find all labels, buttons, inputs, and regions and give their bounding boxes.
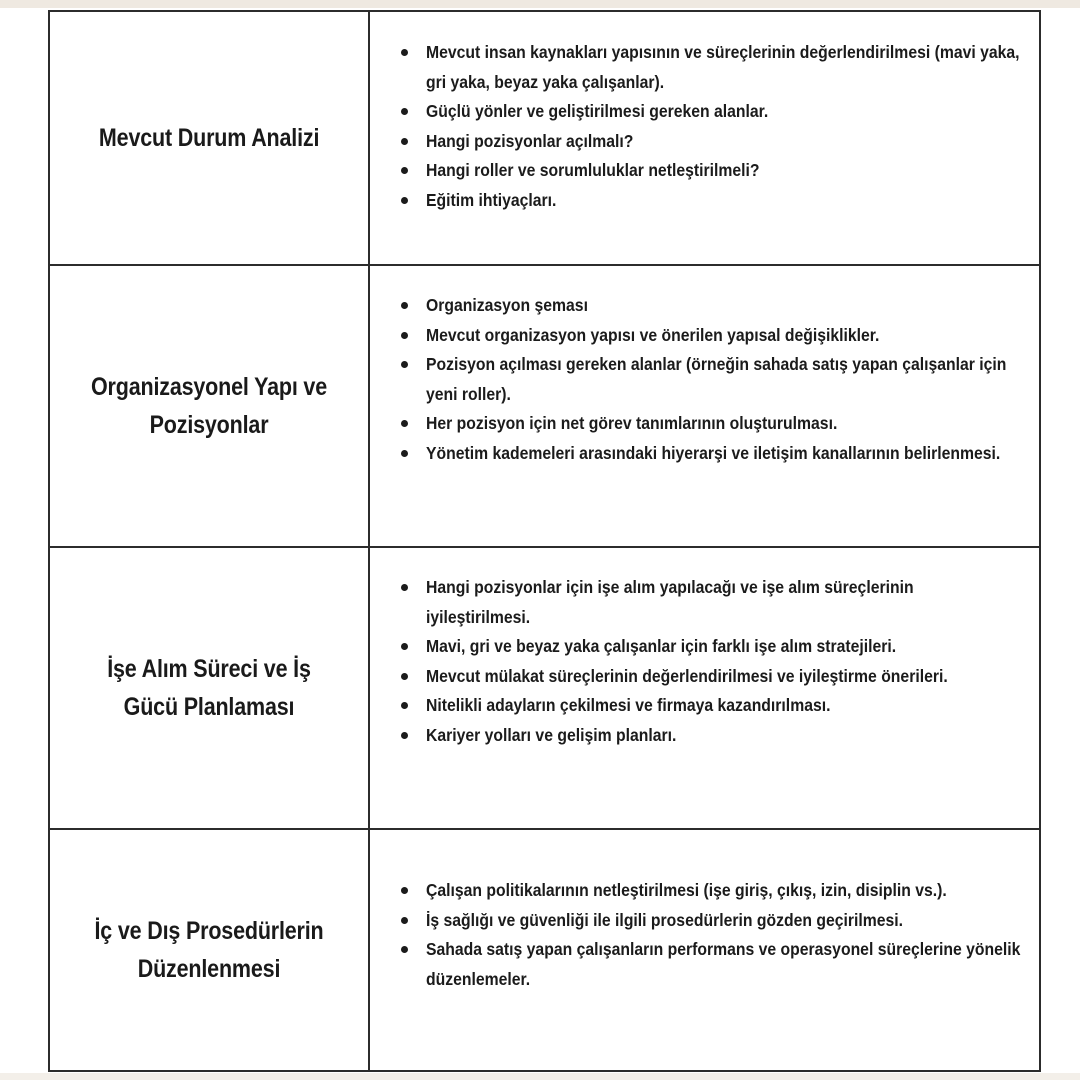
list-item: Mevcut mülakat süreçlerinin değerlendirilmesi ve iyileştirme önerileri. xyxy=(382,662,1021,692)
list-item: İş sağlığı ve güvenliği ile ilgili prosedürlerin gözden geçirilmesi. xyxy=(382,906,1021,936)
list-item: Yönetim kademeleri arasındaki hiyerarşi ve iletişim kanallarının belirlenmesi. xyxy=(382,439,1021,469)
list-item: Mavi, gri ve beyaz yaka çalışanlar için farklı işe alım stratejileri. xyxy=(382,632,1021,662)
list-item: Çalışan politikalarının netleştirilmesi (işe giriş, çıkış, izin, disiplin vs.). xyxy=(382,876,1021,906)
bottom-border-strip xyxy=(0,1073,1080,1080)
table-row-procedures xyxy=(49,829,1040,1071)
row-heading: İşe Alım Süreci ve İş Gücü Planlaması xyxy=(107,655,311,721)
list-item: Nitelikli adayların çekilmesi ve firmaya kazandırılması. xyxy=(382,691,1021,721)
top-border-strip xyxy=(0,0,1080,8)
table-row-organizational-structure xyxy=(49,265,1040,547)
list-item: Kariyer yolları ve gelişim planları. xyxy=(382,721,1021,751)
row-heading: Organizasyonel Yapı ve Pozisyonlar xyxy=(90,373,328,439)
row-heading: İç ve Dış Prosedürlerin Düzenlenmesi xyxy=(94,917,324,983)
list-item: Hangi pozisyonlar için işe alım yapılacağı ve işe alım süreçlerinin iyileştirilmesi. xyxy=(382,573,1021,632)
list-item: Organizasyon şeması xyxy=(382,291,1021,321)
bullet-list xyxy=(382,291,1021,468)
bullet-list xyxy=(382,876,1021,994)
list-item: Pozisyon açılması gereken alanlar (örneğin sahada satış yapan çalışanlar için yeni roller). xyxy=(382,350,1021,409)
list-item: Hangi pozisyonlar açılmalı? xyxy=(382,127,1021,157)
list-item: Her pozisyon için net görev tanımlarının oluşturulması. xyxy=(382,409,1021,439)
list-item: Eğitim ihtiyaçları. xyxy=(382,186,1021,216)
row-details-cell xyxy=(369,265,1040,547)
table-row-current-state-analysis xyxy=(49,11,1040,265)
row-heading-cell xyxy=(49,11,369,265)
row-details-cell xyxy=(369,829,1040,1071)
row-heading-cell xyxy=(49,265,369,547)
row-details-cell xyxy=(369,11,1040,265)
list-item: Hangi roller ve sorumluluklar netleştirilmeli? xyxy=(382,156,1021,186)
bullet-list xyxy=(382,38,1021,215)
list-item: Mevcut insan kaynakları yapısının ve süreçlerinin değerlendirilmesi (mavi yaka, gri yaka, beyaz yaka çalışanlar). xyxy=(382,38,1021,97)
hr-plan-table xyxy=(48,10,1041,1072)
list-item: Sahada satış yapan çalışanların performans ve operasyonel süreçlerine yönelik düzenlemeler. xyxy=(382,935,1021,994)
row-details-cell xyxy=(369,547,1040,829)
list-item: Güçlü yönler ve geliştirilmesi gereken alanlar. xyxy=(382,97,1021,127)
row-heading: Mevcut Durum Analizi xyxy=(98,124,320,152)
row-heading-cell xyxy=(49,547,369,829)
row-heading-cell xyxy=(49,829,369,1071)
list-item: Mevcut organizasyon yapısı ve önerilen yapısal değişiklikler. xyxy=(382,321,1021,351)
table-row-recruitment-workforce xyxy=(49,547,1040,829)
bullet-list xyxy=(382,573,1021,750)
